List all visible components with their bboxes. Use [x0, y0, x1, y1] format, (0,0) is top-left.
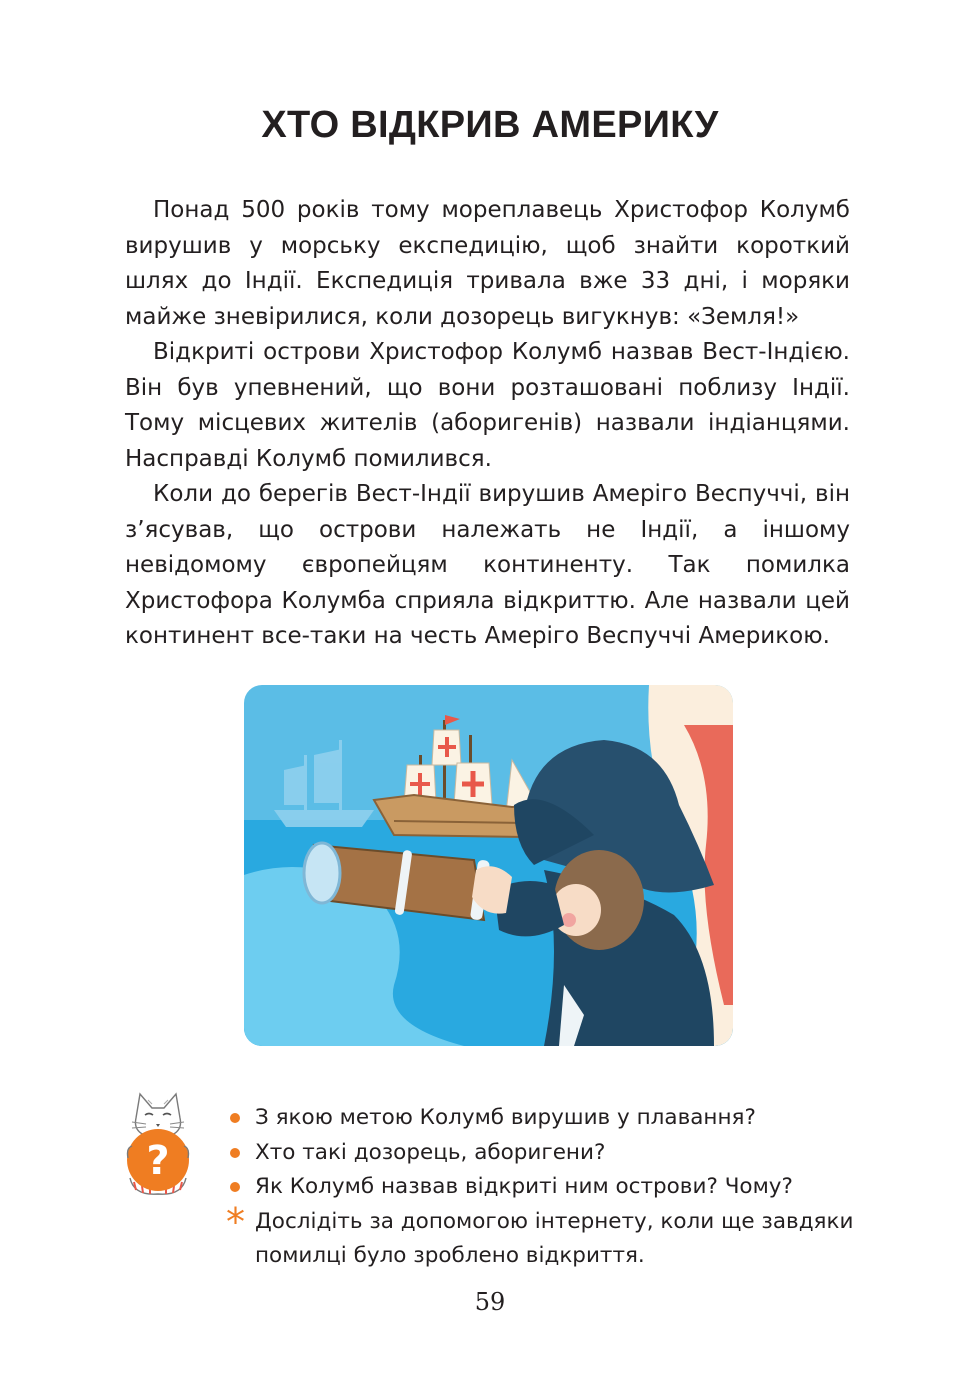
question-text: Як Колумб назвав відкриті ним острови? Чому? [255, 1174, 793, 1199]
questions-list [228, 1101, 868, 1274]
paragraph-1: Понад 500 років тому мореплавець Христофор Колумб вирушив у морську експедицію, щоб знайти короткий шлях до Індії. Експедиція тривала вже 33 дні, і моряки майже зневірилися, коли дозорець вигукнув: «Земля!» [125, 197, 850, 330]
question-text: З якою метою Колумб вирушив у плавання? [255, 1105, 756, 1130]
bullet-icon [230, 1148, 240, 1158]
task-line-1: Дослідіть за допомогою інтернету, коли ще завдяки [255, 1208, 854, 1234]
page-title: ХТО ВІДКРИВ АМЕРИКУ [261, 104, 719, 146]
question-item [228, 1136, 868, 1171]
task-line-2: помилці було зроблено відкриття. [255, 1243, 645, 1268]
question-mark-symbol: ? [146, 1138, 170, 1184]
article-text [125, 193, 850, 655]
task-item [226, 1199, 868, 1274]
page-number: 59 [474, 1288, 506, 1316]
columbus-illustration [244, 685, 733, 1046]
question-text: Хто такі дозорець, аборигени? [255, 1139, 606, 1165]
asterisk-icon: * [226, 1199, 245, 1244]
paragraph-2: Відкриті острови Христофор Колумб назвав Вест-Індією. Він був упевнений, що вони розташовані поблизу Індії. Тому місцевих жителів (аборигенів) назвали індіанцями. Насправді Колумб помилився. [125, 339, 850, 472]
bullet-icon [230, 1113, 240, 1123]
bullet-icon [230, 1182, 240, 1192]
question-item [228, 1101, 868, 1136]
question-item [228, 1170, 868, 1205]
cat-question-icon [118, 1088, 198, 1198]
paragraph-3: Коли до берегів Вест-Індії вирушив Амеріго Веспуччі, він з’ясував, що острови належать не Індії, а іншому невідомому європейцям континенту. Так помилка Христофора Колумба сприяла відкриттю. Але назвали цей континент все-таки на честь Амеріго Веспуччі Америкою. [125, 481, 850, 649]
